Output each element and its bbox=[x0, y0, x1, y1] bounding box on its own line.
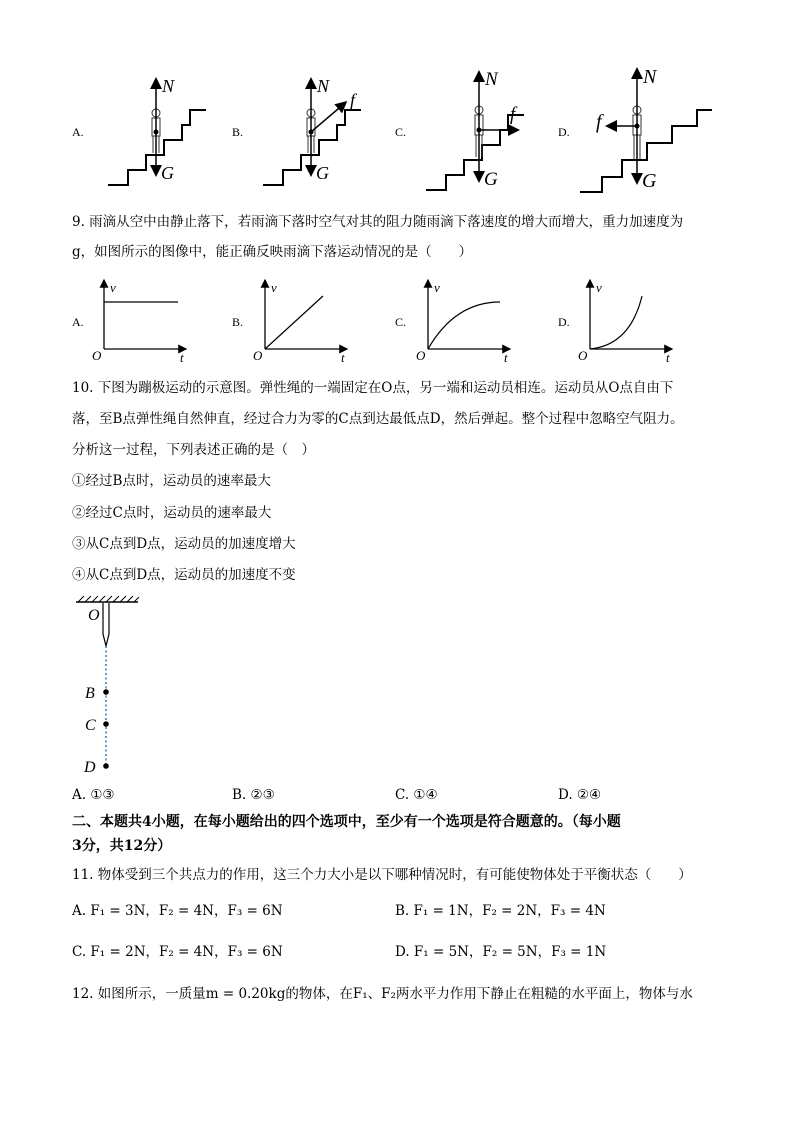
q8-option-c[interactable] bbox=[395, 69, 524, 190]
t-axis-label: t bbox=[504, 350, 508, 365]
q11-option-c[interactable]: C. F₁ = 2N，F₂ = 4N，F₃ = 6N bbox=[72, 944, 283, 960]
q12-stem: 12. 如图所示，一质量m = 0.20kg的物体，在F₁、F₂两水平力作用下静止在粗糙的水平面上，物体与水 bbox=[72, 986, 693, 1002]
friction-label: f bbox=[510, 104, 516, 125]
point-d-label: D bbox=[84, 759, 96, 776]
origin-label: O bbox=[92, 348, 102, 363]
q9-stem-line2: g，如图所示的图像中，能正确反映雨滴下落运动情况的是（ ） bbox=[72, 244, 473, 260]
graph-curve bbox=[265, 296, 323, 349]
t-axis-label: t bbox=[341, 350, 345, 365]
v-axis-label: v bbox=[434, 280, 440, 295]
q11-option-b[interactable]: B. F₁ = 1N，F₂ = 2N，F₃ = 4N bbox=[395, 903, 606, 919]
q8-option-d-label: D. bbox=[558, 125, 570, 139]
q11-stem: 11. 物体受到三个共点力的作用，这三个力大小是以下哪种情况时，有可能使物体处于平衡状态（ ） bbox=[72, 867, 692, 883]
ceiling-hatching bbox=[78, 596, 139, 602]
q10-option-b[interactable]: B. ②③ bbox=[232, 787, 275, 803]
q10-option-d[interactable]: D. ②④ bbox=[558, 787, 602, 803]
q10-statement-3: ③从C点到D点，运动员的加速度增大 bbox=[72, 536, 296, 552]
point-d bbox=[103, 763, 109, 769]
t-axis-label: t bbox=[180, 350, 184, 365]
q10-stem-line2: 落，至B点弹性绳自然伸直，经过合力为零的C点到达最低点D，然后弹起。整个过程中忽略空气阻力。 bbox=[72, 411, 684, 427]
friction-label: f bbox=[596, 111, 602, 133]
q9-option-d[interactable] bbox=[558, 280, 672, 365]
q9-option-a[interactable] bbox=[72, 280, 186, 365]
q10-statement-1: ①经过B点时，运动员的速率最大 bbox=[72, 473, 271, 489]
q8-option-d[interactable] bbox=[558, 66, 712, 192]
q10-stem-line1: 10. 下图为蹦极运动的示意图。弹性绳的一端固定在O点，另一端和运动员相连。运动员从O点自由下 bbox=[72, 380, 674, 396]
q8-option-c-label: C. bbox=[395, 125, 407, 139]
q8-option-a-label: A. bbox=[72, 125, 84, 139]
gravity-label: G bbox=[161, 163, 174, 183]
q9-option-b[interactable] bbox=[232, 280, 347, 365]
normal-force-label: N bbox=[162, 76, 175, 96]
q9-option-b-label: B. bbox=[232, 315, 244, 329]
gravity-label: G bbox=[484, 169, 498, 190]
q11-option-a[interactable]: A. F₁ = 3N，F₂ = 4N，F₃ = 6N bbox=[72, 903, 283, 919]
point-b bbox=[103, 689, 109, 695]
q9-option-c-label: C. bbox=[395, 315, 407, 329]
stairs bbox=[263, 110, 361, 185]
q9-option-c[interactable] bbox=[395, 280, 510, 365]
point-c bbox=[103, 721, 109, 727]
t-axis-label: t bbox=[666, 350, 670, 365]
origin-label: O bbox=[253, 348, 263, 363]
q10-option-c[interactable]: C. ①④ bbox=[395, 787, 438, 803]
v-axis-label: v bbox=[596, 280, 602, 295]
q8-option-a[interactable] bbox=[72, 76, 206, 185]
q8-figures bbox=[0, 60, 794, 200]
v-axis-label: v bbox=[110, 280, 116, 295]
q10-option-a[interactable]: A. ①③ bbox=[72, 787, 115, 803]
q10-statement-2: ②经过C点时，运动员的速率最大 bbox=[72, 505, 272, 521]
q10-bungee-figure bbox=[0, 590, 200, 780]
point-c-label: C bbox=[85, 717, 96, 734]
normal-force-label: N bbox=[485, 69, 498, 90]
q8-figure-svg bbox=[0, 60, 794, 200]
friction-label: f bbox=[350, 90, 356, 110]
q9-option-a-label: A. bbox=[72, 315, 84, 329]
q8-option-b[interactable] bbox=[232, 76, 361, 185]
q9-graphs bbox=[0, 270, 794, 370]
q11-option-d[interactable]: D. F₁ = 5N，F₂ = 5N，F₃ = 1N bbox=[395, 944, 607, 960]
graph-curve bbox=[428, 302, 500, 349]
friction-arrow bbox=[311, 103, 345, 132]
origin-label: O bbox=[416, 348, 426, 363]
q10-statement-4: ④从C点到D点，运动员的加速度不变 bbox=[72, 567, 296, 583]
q9-option-d-label: D. bbox=[558, 315, 570, 329]
section2-heading-line2: 3分，共12分） bbox=[72, 838, 172, 854]
q10-stem-line3: 分析这一过程，下列表述正确的是（ ） bbox=[72, 442, 315, 458]
normal-force-label: N bbox=[317, 76, 330, 96]
rope-anchor bbox=[103, 603, 109, 646]
normal-force-label: N bbox=[643, 66, 657, 88]
v-axis-label: v bbox=[271, 280, 277, 295]
point-b-label: B bbox=[85, 685, 95, 702]
q9-graph-svg bbox=[0, 270, 794, 370]
gravity-label: G bbox=[642, 170, 657, 192]
stairs bbox=[108, 110, 206, 185]
point-o-label: O bbox=[88, 607, 100, 624]
bungee-svg bbox=[0, 590, 200, 780]
graph-curve bbox=[590, 296, 642, 349]
origin-label: O bbox=[578, 348, 588, 363]
q9-stem-line1: 9. 雨滴从空中由静止落下，若雨滴下落时空气对其的阻力随雨滴下落速度的增大而增大，重力加速度为 bbox=[72, 214, 684, 230]
section2-heading-line1: 二、本题共4小题，在每小题给出的四个选项中，至少有一个选项是符合题意的。（每小题 bbox=[72, 814, 621, 830]
gravity-label: G bbox=[316, 163, 329, 183]
q8-option-b-label: B. bbox=[232, 125, 244, 139]
